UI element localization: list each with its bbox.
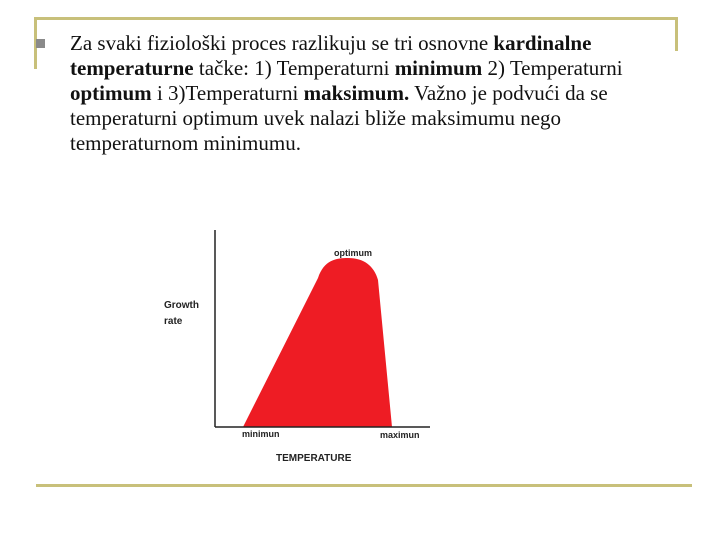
y-axis-label-line1: Growth [164, 300, 199, 311]
x-axis-label: TEMPERATURE [276, 453, 352, 464]
maximum-label: maximun [380, 430, 420, 440]
para-bold-minimum: minimum [394, 56, 483, 80]
para-text-1: Za svaki fiziološki proces razlikuju se tri osnovne [70, 31, 494, 55]
growth-curve-area [243, 258, 392, 427]
para-bold-kardinalne: kardinalne temperaturne [70, 31, 592, 80]
para-text-5: Važno je podvući da se temperaturni optimum uvek nalazi bliže maksimumu nego temperaturnom minimumu. [70, 81, 608, 155]
frame-bottom-rule [36, 484, 692, 487]
optimum-label: optimum [334, 248, 372, 258]
growth-rate-diagram [150, 220, 450, 470]
para-bold-maksimum: maksimum. [303, 81, 410, 105]
para-text-2: tačke: 1) Temperaturni [193, 56, 395, 80]
para-bold-optimum: optimum [70, 81, 152, 105]
minimum-label: minimun [242, 429, 280, 439]
para-text-4: i 3)Temperaturni [151, 81, 304, 105]
body-paragraph [70, 31, 680, 156]
y-axis-label-line2: rate [164, 316, 183, 327]
para-text-3: 2) Temperaturni [482, 56, 623, 80]
frame-top-rule [34, 17, 678, 20]
bullet-square-icon [36, 39, 45, 48]
